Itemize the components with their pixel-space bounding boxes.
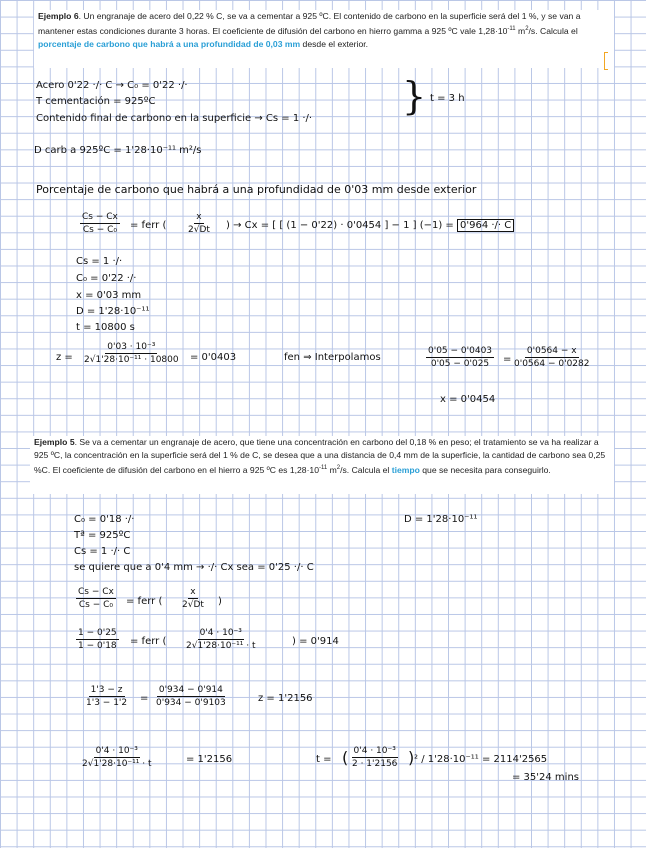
denominator: 2√1'28·10⁻¹¹ · t [186, 641, 256, 651]
interp-fraction-2 [512, 346, 591, 369]
t-label: t = [316, 754, 332, 765]
exponent-sq: 2 [336, 465, 341, 471]
example-5-label: Ejemplo 5 [34, 437, 75, 447]
ferr-label: = ferr ( [130, 220, 167, 231]
cx-tail: ) → Cx = [ [ (1 − 0'22) · 0'0454 ] − 1 ] (−1) = [226, 220, 454, 231]
exponent-sq: 2 [525, 26, 529, 32]
example-6-text: . Un engranaje de acero del 0,22 % C, se va a cementar a 925 ºC. El contenido de carbono en la superficie será del 1 %, y se van a mantener estas condiciones durante 3 horas. El coeficiente de difusión del carbono en hierro gamma a 925 ºC vale 1,28·10 [38, 11, 581, 36]
exponent: -11 [507, 26, 516, 32]
fraction5-z-calc [80, 746, 154, 769]
denominator: 0'934 − 0'9103 [156, 698, 226, 708]
x-result: x = 0'0454 [440, 394, 496, 405]
fraction-z [82, 342, 181, 365]
fraction5-inner [184, 628, 258, 651]
note5-goal: se quiere que a 0'4 mm → ·/· Cx sea = 0'25 ·/· C [74, 562, 314, 573]
note6-line-1: Acero 0'22 ·/· C → C₀ = 0'22 ·/· [36, 80, 188, 91]
numerator: 0'4 · 10⁻³ [95, 746, 138, 756]
t-paren-open: ( [342, 748, 349, 767]
paren-close: ) [218, 596, 222, 607]
fraction-x-dt [186, 212, 212, 235]
numerator: x [190, 587, 196, 597]
var-t: t = 10800 s [76, 322, 135, 333]
exponent: -11 [319, 465, 328, 471]
note5-d: D = 1'28·10⁻¹¹ [404, 514, 478, 525]
fraction5-t [350, 746, 399, 769]
numerator: 0'05 − 0'0403 [428, 346, 493, 356]
numerator: 0'0564 − x [526, 346, 577, 356]
fraction5-cs-cx [76, 587, 116, 610]
denominator: 0'05 − 0'025 [430, 359, 490, 369]
note6-line-2: T cementación = 925ºC [36, 96, 156, 107]
denominator: 2√1'28·10⁻¹¹ · 10800 [84, 355, 179, 365]
unit-m: m [515, 25, 526, 36]
z-label: z = [56, 352, 73, 363]
interpolate-note: fen ⇒ Interpolamos [284, 352, 381, 363]
denominator: 1'3 − 1'2 [86, 698, 128, 708]
fraction5-x-dt [180, 587, 206, 610]
denominator: 0'0564 − 0'0282 [514, 359, 590, 369]
denominator: 2√1'28·10⁻¹¹ · t [82, 759, 152, 769]
z5-result: z = 1'2156 [258, 693, 313, 704]
note5-c0: C₀ = 0'18 ·/· [74, 514, 135, 525]
numerator: 0'4 · 10⁻³ [353, 746, 396, 756]
example-6-text-c: /s. Calcula el [528, 25, 578, 36]
note6-title: Porcentaje de carbono que habrá a una profundidad de 0'03 mm desde exterior [36, 183, 477, 196]
brace: } [402, 74, 427, 118]
example-5-statement [30, 436, 614, 494]
var-cs: Cs = 1 ·/· [76, 256, 123, 267]
ferr5b-label: = ferr ( [130, 636, 167, 647]
fraction5-interp-left [84, 685, 129, 708]
equals-sign: = [503, 354, 512, 365]
denominator: Cs − C₀ [78, 600, 113, 610]
example-6-statement [34, 10, 614, 68]
ferr5b-result: ) = 0'914 [292, 636, 339, 647]
example-6-text-d: desde el exterior. [300, 38, 369, 49]
equals5: = [140, 693, 149, 704]
t-paren-close: ) [408, 748, 415, 767]
numerator: Cs − Cx [78, 587, 114, 597]
var-d: D = 1'28·10⁻¹¹ [76, 306, 150, 317]
denominator: Cs − C₀ [82, 225, 117, 235]
var-c0: C₀ = 0'22 ·/· [76, 273, 137, 284]
example-6-highlight: porcentaje de carbono que habrá a una profundidad de 0,03 mm [38, 38, 301, 49]
cx-result: 0'964 ·/· C [457, 219, 514, 232]
numerator: 0'934 − 0'914 [158, 685, 223, 695]
denominator: 2 · 1'2156 [352, 759, 398, 769]
unit-m: m [327, 464, 337, 475]
note5-temp: Tª = 925ºC [74, 530, 131, 541]
t-result: ² / 1'28·10⁻¹¹ = 2114'2565 [414, 754, 548, 765]
denominator: 2√Dt [182, 600, 204, 610]
example-5-highlight: tiempo [391, 464, 420, 475]
numerator: 0'03 · 10⁻³ [107, 342, 156, 352]
numerator: 1'3 − z [90, 685, 123, 695]
note5-cs: Cs = 1 ·/· C [74, 546, 131, 557]
z-result: = 0'0403 [190, 352, 237, 363]
t-minutes: = 35'24 mins [512, 772, 580, 783]
var-x: x = 0'03 mm [76, 290, 142, 301]
numerator: 1 − 0'25 [78, 628, 117, 638]
z5-equality: = 1'2156 [186, 754, 233, 765]
interp-fraction-1 [426, 346, 494, 369]
numerator: 0'4 · 10⁻³ [199, 628, 242, 638]
note6-line-3: Contenido final de carbono en la superficie → Cs = 1 ·/· [36, 113, 313, 124]
note6-diffusion: D carb a 925ºC = 1'28·10⁻¹¹ m²/s [34, 145, 202, 156]
example-5-text-d: que se necesita para conseguirlo. [419, 464, 551, 475]
example-5-text-c: /s. Calcula el [340, 464, 392, 475]
numerator: Cs − Cx [82, 212, 118, 222]
orange-bracket [604, 52, 608, 70]
note6-time: t = 3 h [430, 93, 465, 104]
example-6-label: Ejemplo 6 [38, 11, 79, 21]
example-5-text: . Se va a cementar un engranaje de acero, que tiene una concentración en carbono del 0,18 % en peso; el tratamiento se va ha realizar a 925 ºC, la concentración en la superficie será del 1 % de C, se desea que a una distancia de 0,4 mm de la superficie, la cantidad de carbono sea 0,25 %C. El coeficiente de difusión del carbono en el hierro a 925 ºC es 1,28·10 [34, 437, 606, 475]
fraction5-values [76, 628, 119, 651]
numerator: x [196, 212, 202, 222]
ferr5-label: = ferr ( [126, 596, 163, 607]
cx-expression [226, 220, 514, 232]
denominator: 1 − 0'18 [78, 641, 117, 651]
fraction-cs-cx [80, 212, 120, 235]
fraction5-interp-right [154, 685, 228, 708]
denominator: 2√Dt [188, 225, 210, 235]
